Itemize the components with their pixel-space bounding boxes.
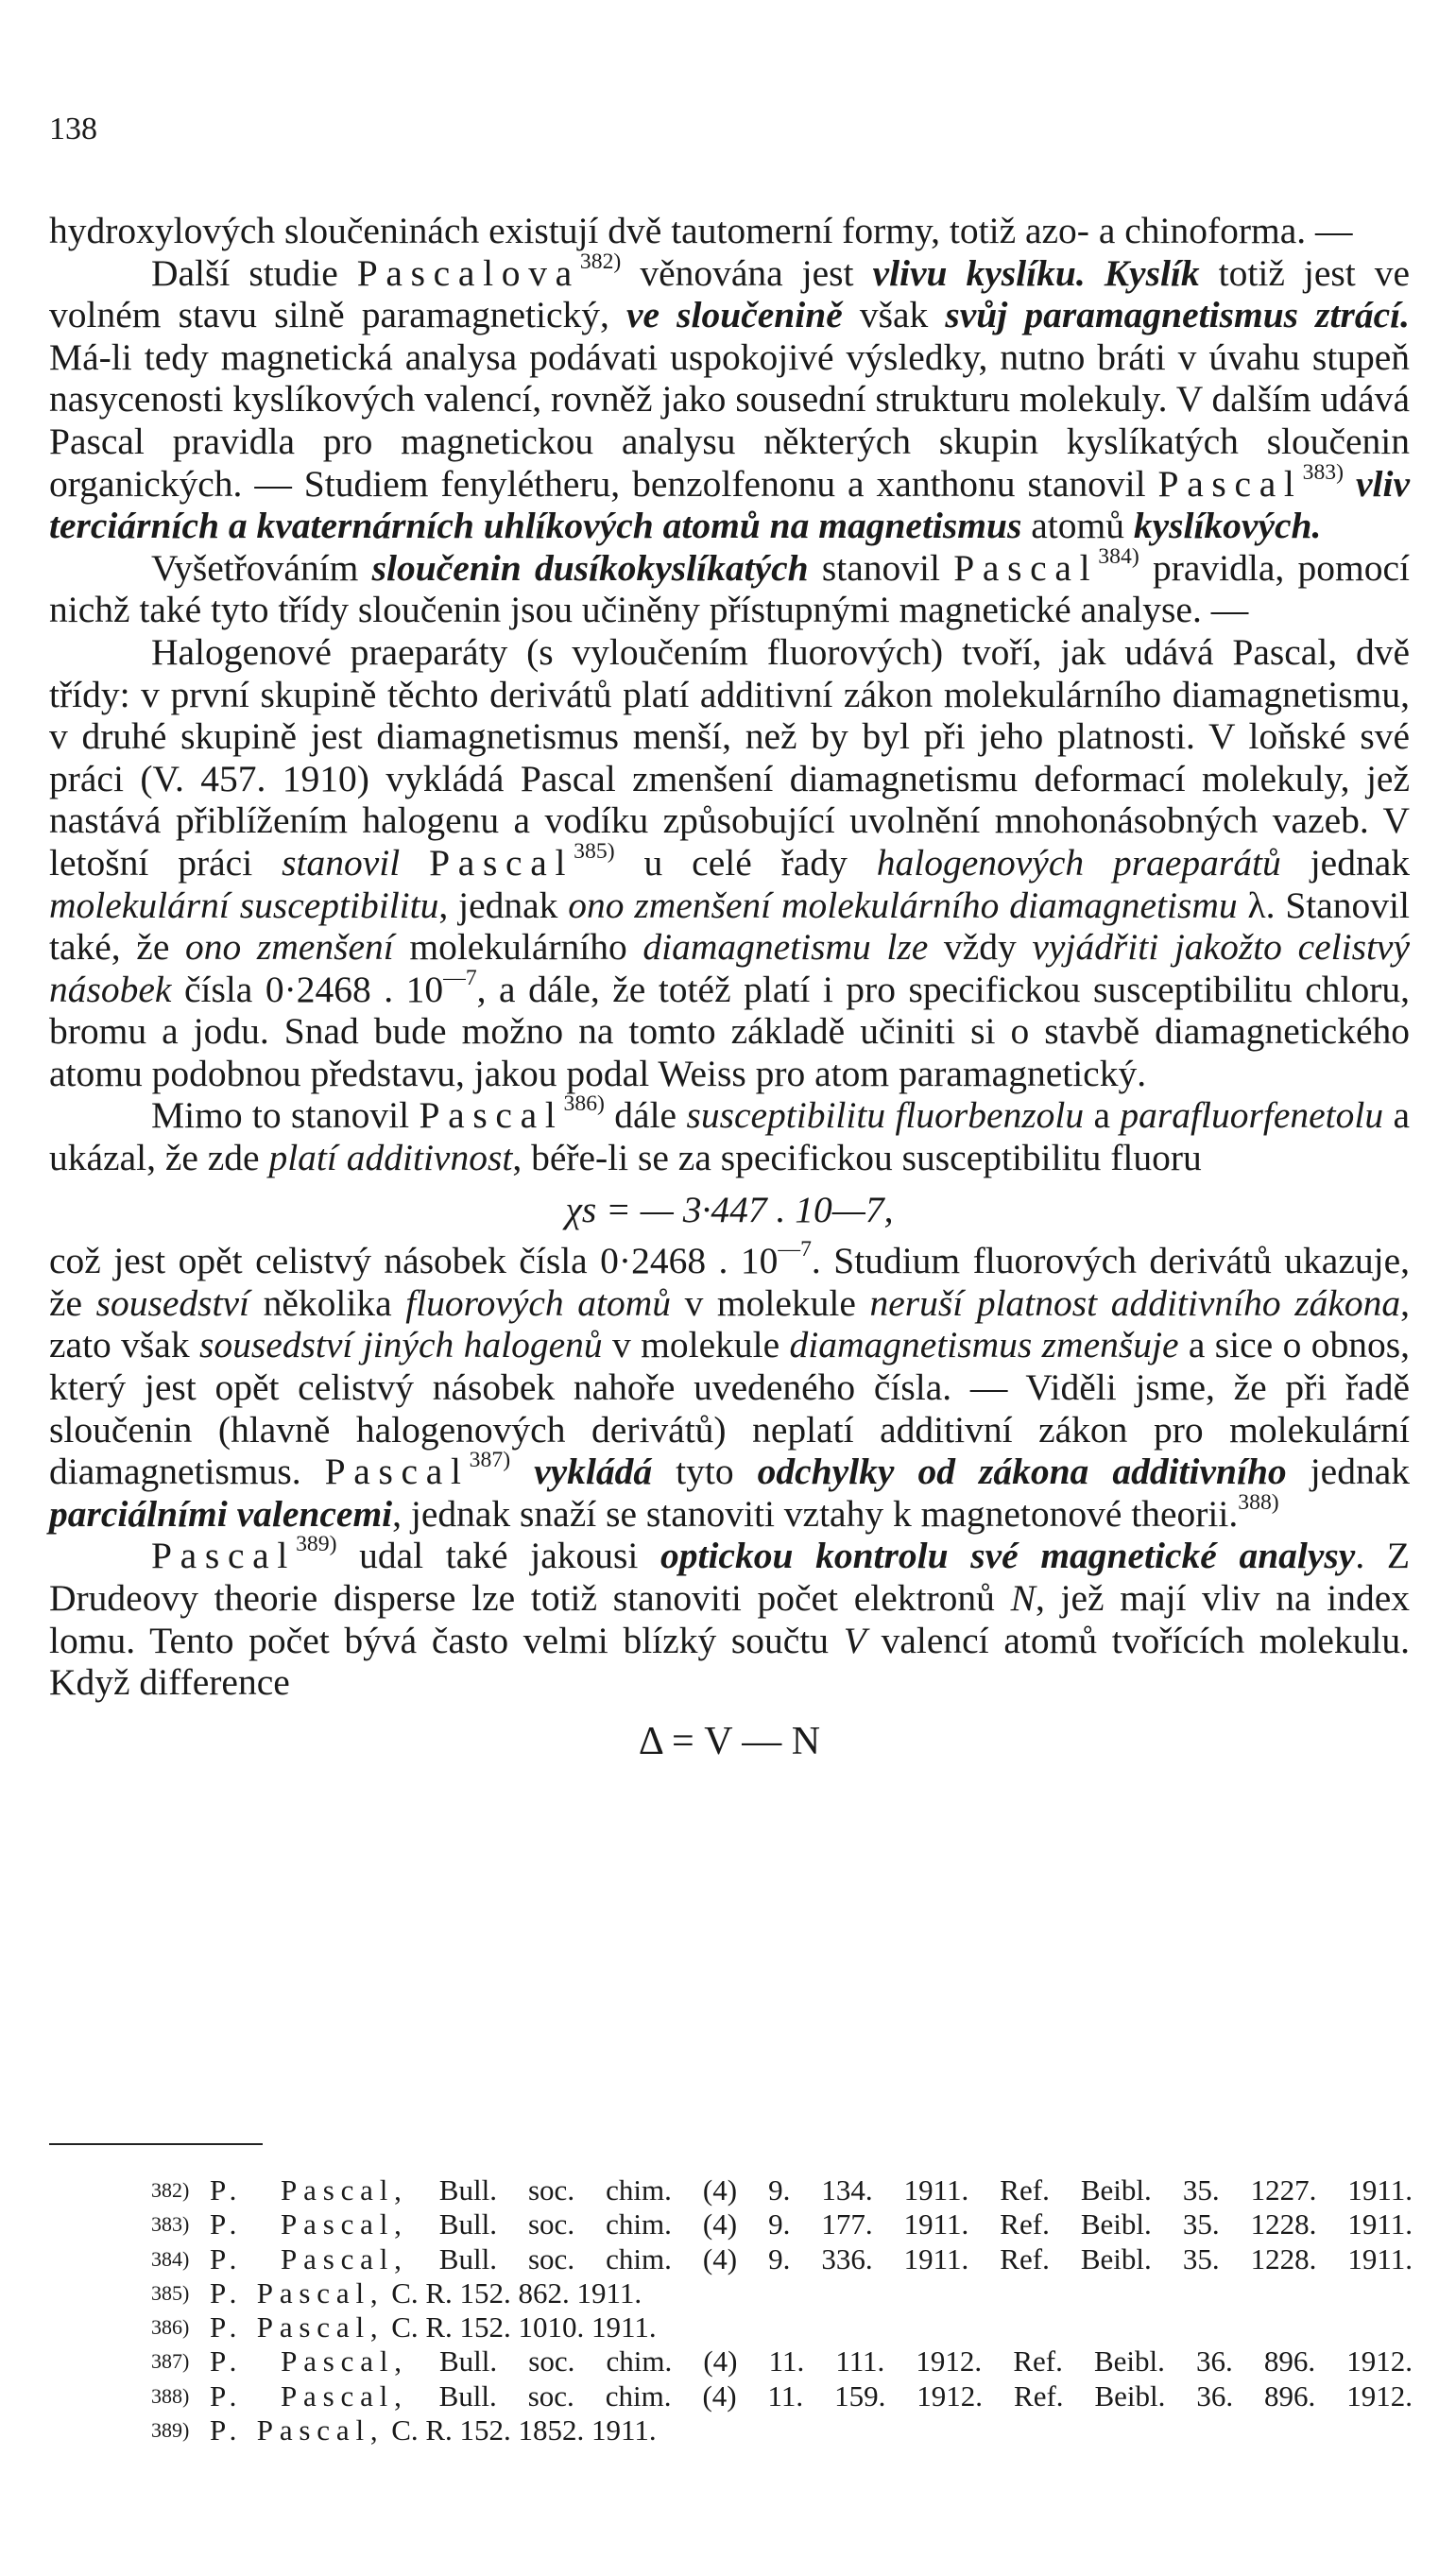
text-run: N: [1010, 1577, 1036, 1619]
text-run: Pascal: [953, 546, 1099, 589]
footnote-author: P. Pascal,: [210, 2173, 408, 2207]
text-run: parafluorfenetolu: [1120, 1094, 1384, 1137]
footnote-text: [210, 2173, 1413, 2207]
footnote-number: 388): [151, 2383, 190, 2408]
text-run: Halogenové praeparáty (s vyloučením fluorových) tvoří, jak udává Pascal, dvě třídy: v první skupině těchto derivátů platí additivní zákon molekulárního diamagnetismu, v druhé skupině jest diamagnetismus menší, než by byl při jeho platnosti. V loňské své práci (V. 457. 1910) vykládá Pascal zmenšení diamagnetismu deformací molekuly, jež nastává přiblížením halogenu a vodíku způsobující uvolnění mnohonásobných vazeb. V letošní práci: [49, 630, 1410, 884]
paragraph: [49, 631, 1410, 1095]
footnote: [151, 2344, 1413, 2379]
text-run: Pascal: [151, 1535, 297, 1577]
text-run: pravidla, pomocí nichž také tyto třídy sloučenin jsou učiněny přístupnými magnetické analyse. —: [49, 546, 1410, 631]
text-run: susceptibilitu fluorbenzolu: [686, 1094, 1085, 1137]
text-run: dále: [604, 1094, 687, 1137]
paragraph: [49, 1091, 1410, 1179]
footnote-number: 387): [151, 2349, 190, 2374]
text-run: diamagnetismus zmenšuje: [789, 1324, 1179, 1366]
text-run: udal také jakousi: [336, 1535, 660, 1577]
text-run: čísla 0·2468 . 10: [171, 968, 444, 1010]
footnote-text: [210, 2379, 1413, 2413]
footnote-reference: Bull. soc. chim. (4) 11. 111. 1912. Ref. Beibl. 36. 896. 1912.: [438, 2344, 1413, 2379]
footnote-author: P. Pascal,: [210, 2207, 408, 2241]
text-run: Pascalova: [356, 251, 580, 294]
text-run: ono zmenšení molekulárního diamagnetismu: [568, 884, 1238, 926]
text-run: stanovil: [282, 841, 401, 884]
footnote-number: 389): [151, 2418, 190, 2443]
footnote-ref: 386): [563, 1091, 605, 1117]
footnote-ref: 383): [1302, 459, 1345, 485]
main-text: [49, 210, 1410, 1772]
text-run: [510, 1451, 534, 1492]
text-run: , jednak snaží se stanoviti vztahy k magnetonové theorii.: [392, 1492, 1239, 1535]
paragraph: [49, 1532, 1410, 1704]
footnote-text: [210, 2242, 1413, 2276]
text-run: a ukázal, že zde: [49, 1094, 1410, 1179]
text-run: odchylky od zákona additivního: [757, 1451, 1287, 1493]
text-run: u celé řady: [614, 841, 877, 884]
footnote-author: P. Pascal,: [210, 2241, 408, 2275]
text-run: Má-li tedy magnetická analysa podávati uspokojivé výsledky, nutno bráti v úvahu stupeň nasycenosti kyslíkových valencí, rovněž jako sousední strukturu molekuly. V dalším udává Pascal pravidla pro magnetickou analysu některých skupin kyslíkatých sloučenin organických. — Studiem fenylétheru, benzolfenonu a xanthonu stanovil: [49, 335, 1410, 505]
text-run: sloučenin dusíkokyslíkatých: [371, 546, 809, 589]
footnote-ref: 384): [1098, 543, 1139, 569]
footnote: [151, 2173, 1413, 2207]
text-run: ve sloučenině: [626, 294, 843, 336]
text-run: a: [1084, 1094, 1121, 1137]
text-run: svůj paramagnetismus ztrácí.: [945, 294, 1411, 336]
footnote-reference: C. R. 152. 862. 1911.: [391, 2275, 642, 2310]
text-run: vždy: [928, 926, 1033, 969]
text-run: λ. Stanovil také, že: [49, 884, 1410, 969]
footnote-author: P. Pascal,: [210, 2275, 385, 2310]
text-run: fluorových atomů: [405, 1281, 672, 1324]
text-run: jednak: [1280, 841, 1411, 884]
footnote-text: [210, 2413, 1413, 2447]
paragraph-group: [49, 210, 1410, 1179]
footnote-reference: C. R. 152. 1010. 1911.: [391, 2310, 657, 2344]
text-run: však: [842, 294, 946, 336]
page-number: 138: [49, 112, 97, 146]
footnote-ref: 389): [296, 1532, 337, 1557]
footnote-ref: 387): [469, 1448, 511, 1473]
text-run: . Studium fluorových derivátů ukazuje, že: [49, 1240, 1410, 1324]
paragraph: [49, 543, 1410, 631]
text-run: optickou kontrolu své magnetické analysy: [659, 1535, 1356, 1577]
footnote: [151, 2207, 1413, 2241]
text-run: molekulární susceptibilitu: [49, 884, 439, 926]
footnote-author: P. Pascal,: [210, 2413, 385, 2447]
text-run: vyjádřiti jakožto celistvý násobek: [49, 926, 1410, 1010]
footnote-divider: [49, 2143, 263, 2145]
footnote-reference: Bull. soc. chim. (4) 9. 336. 1911. Ref. Beibl. 35. 1228. 1911.: [438, 2241, 1413, 2275]
footnote-ref: 385): [574, 839, 615, 865]
paragraph-group: [49, 1237, 1410, 1704]
text-run: Pascal: [429, 841, 574, 884]
text-run: Pascal: [1157, 462, 1303, 505]
paragraph: [49, 1237, 1410, 1535]
text-run: jednak: [1286, 1451, 1410, 1493]
footnote-reference: Bull. soc. chim. (4) 11. 159. 1912. Ref. Beibl. 36. 896. 1912.: [438, 2379, 1413, 2413]
text-run: Další studie: [151, 251, 357, 294]
text-run: neruší platnost additivního zákona: [869, 1281, 1401, 1324]
footnote: [151, 2413, 1413, 2447]
footnote-number: 384): [151, 2246, 190, 2271]
footnote-reference: Bull. soc. chim. (4) 9. 134. 1911. Ref. Beibl. 35. 1227. 1911.: [438, 2173, 1413, 2207]
footnote-ref: 382): [579, 249, 622, 274]
footnote: [151, 2379, 1413, 2413]
text-run: , béře-li se za specifickou susceptibilitu fluoru: [512, 1137, 1202, 1179]
text-run: molekulárního: [393, 926, 643, 969]
footnote-text: [210, 2344, 1413, 2379]
text-run: sousedství jiných halogenů: [198, 1324, 603, 1366]
footnote-author: P. Pascal,: [210, 2344, 408, 2379]
footnote-text: [210, 2276, 1413, 2310]
footnote-number: 385): [151, 2280, 190, 2305]
footnote-number: 386): [151, 2315, 190, 2340]
footnote-ref: —7: [443, 965, 477, 990]
footnote-number: 382): [151, 2178, 190, 2202]
text-run: Pascal: [324, 1451, 470, 1493]
footnote-author: P. Pascal,: [210, 2379, 408, 2413]
text-run: v molekule: [671, 1281, 870, 1324]
text-run: platí additivnost: [268, 1137, 513, 1179]
text-run: . Z Drudeovy theorie disperse lze totiž stanoviti počet elektronů: [49, 1535, 1410, 1619]
text-run: tyto: [652, 1451, 758, 1493]
text-run: věnována jest: [621, 251, 873, 294]
footnote: [151, 2276, 1413, 2310]
text-run: v molekule: [602, 1324, 790, 1366]
footnote: [151, 2242, 1413, 2276]
text-run: [400, 842, 429, 884]
text-run: V: [843, 1619, 866, 1661]
text-run: několika: [249, 1281, 406, 1324]
footnote-author: P. Pascal,: [210, 2310, 385, 2344]
text-run: kyslíkových.: [1133, 505, 1322, 547]
text-run: ono zmenšení: [185, 926, 394, 969]
text-run: atomů: [1021, 505, 1134, 547]
footnote: [151, 2310, 1413, 2344]
text-run: valencí atomů tvořících molekulu. Když difference: [49, 1619, 1410, 1704]
text-run: , jednak: [438, 884, 569, 926]
formula-susceptibility: χs = — 3·447 . 10—7,: [565, 1188, 894, 1230]
paragraph: [49, 210, 1410, 252]
footnote-reference: Bull. soc. chim. (4) 9. 177. 1911. Ref. Beibl. 35. 1228. 1911.: [438, 2207, 1413, 2241]
text-run: což jest opět celistvý násobek čísla 0·2468 . 10: [49, 1240, 779, 1282]
footnote-ref: —7: [778, 1237, 812, 1262]
footnote-number: 383): [151, 2212, 190, 2237]
text-run: vlivu kyslíku. Kyslík: [872, 251, 1200, 294]
footnote-text: [210, 2207, 1413, 2241]
text-run: sousedství: [95, 1281, 250, 1324]
footnote-ref: 388): [1238, 1490, 1279, 1516]
footnotes: [151, 2173, 1413, 2447]
text-run: , jež mají vliv na index lomu. Tento počet bývá často velmi blízký součtu: [49, 1577, 1410, 1661]
paragraph: [49, 249, 1411, 547]
text-run: halogenových praeparátů: [876, 841, 1281, 884]
text-run: , zato však: [49, 1281, 1410, 1366]
text-run: Mimo to stanovil: [151, 1094, 420, 1137]
footnote-reference: C. R. 152. 1852. 1911.: [391, 2413, 657, 2447]
text-run: [1344, 463, 1356, 505]
text-run: vliv terciárních a kvaternárních uhlíkových atomů na magnetismus: [49, 462, 1410, 547]
text-run: parciálními valencemi: [49, 1492, 393, 1535]
text-run: hydroxylových sloučeninách existují dvě tautomerní formy, totiž azo- a chinoforma. —: [49, 210, 1353, 251]
formula-difference: Δ = V — N: [638, 1719, 821, 1763]
footnote-text: [210, 2310, 1413, 2344]
text-run: Vyšetřováním: [151, 546, 372, 589]
text-run: a sice o obnos, který jest opět celistvý násobek nahoře uvedeného čísla. — Viděli jsme, že při řadě sloučenin (hlavně halogenových derivátů) neplatí additivní zákon pro molekulární diamagnetismus.: [49, 1324, 1410, 1493]
text-run: , a dále, že totéž platí i pro specifickou susceptibilitu chloru, bromu a jodu. Snad bude možno na tomto základě učiniti si o stavbě diamagnetického atomu podobnou představu, jakou podal Weiss pro atom paramagnetický.: [49, 968, 1410, 1094]
text-run: stanovil: [808, 546, 954, 589]
text-run: diamagnetismu lze: [642, 926, 929, 969]
text-run: vykládá: [534, 1451, 653, 1493]
text-run: Pascal: [419, 1094, 564, 1137]
text-run: totiž jest ve volném stavu silně paramagnetický,: [49, 251, 1411, 336]
